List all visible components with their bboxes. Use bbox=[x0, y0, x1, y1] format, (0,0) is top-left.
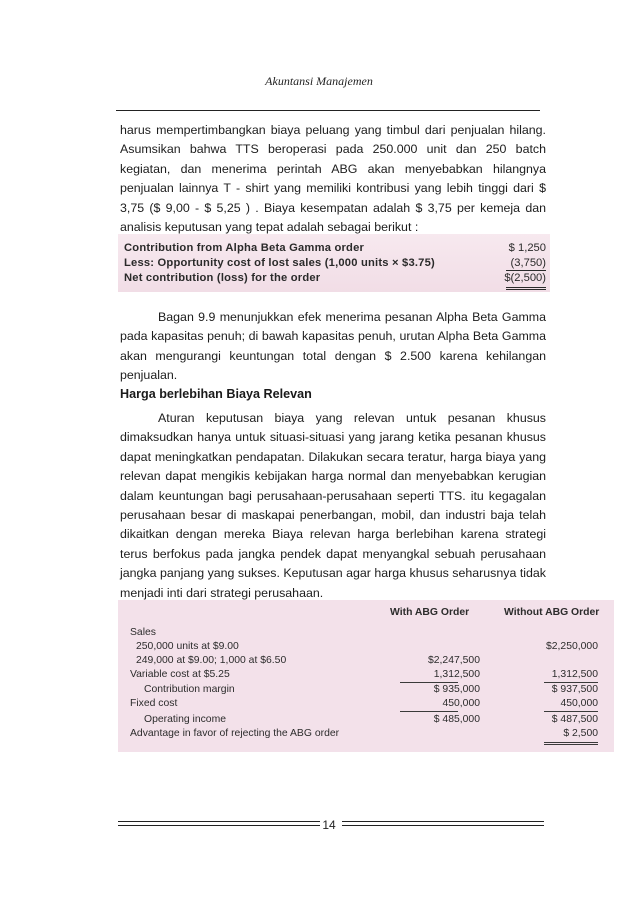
total-double-rule bbox=[544, 744, 598, 745]
total-double-rule bbox=[506, 289, 546, 290]
without-value: $ 487,500 bbox=[551, 714, 598, 725]
with-value: 450,000 bbox=[442, 698, 480, 709]
row-label: Contribution from Alpha Beta Gamma order bbox=[124, 242, 365, 254]
row-label: Advantage in favor of rejecting the ABG order bbox=[130, 728, 340, 739]
subtotal-rule bbox=[400, 682, 458, 683]
table-row bbox=[124, 242, 546, 257]
with-value: $ 935,000 bbox=[433, 684, 480, 695]
opportunity-cost-table bbox=[118, 234, 550, 292]
row-label: Operating income bbox=[144, 714, 227, 725]
body-paragraph-3: Aturan keputusan biaya yang relevan untuk pesanan khusus dimaksudkan hanya untuk situasi-situasi yang jarang ketika pesanan khusus dapat meningkatkan pendapatan. Dilakukan secara teratur, harga biaya yang relevan dapat mengikis kebijakan harga normal dan menyebabkan kerugian dalam keuntungan bagi perusahaan-perusahaan seperti TTS. itu kegagalan perusahaan besar di maskapai penerbangan, mobil, dan industri baja telah dikaitkan dengan mereka Biaya relevan harga berlebihan karena strategi terus berfokus pada jangka pendek dapat menyangkal sebuah perusahaan jangka panjang yang sukses. Keputusan agar harga khusus seharusnya tidak menjadi inti dari strategi perusahaan. bbox=[120, 411, 546, 600]
column-header-with: With ABG Order bbox=[390, 607, 470, 618]
row-label: 250,000 units at $9.00 bbox=[136, 641, 239, 652]
row-amount: (3,750) bbox=[510, 257, 546, 269]
with-value: $ 485,000 bbox=[433, 714, 480, 725]
footer-rule bbox=[342, 821, 544, 822]
row-label: Less: Opportunity cost of lost sales (1,000 units × $3.75) bbox=[124, 257, 435, 269]
footer-rule bbox=[342, 825, 544, 826]
running-header: Akuntansi Manajemen bbox=[265, 74, 373, 88]
row-amount: $(2,500) bbox=[504, 272, 546, 284]
total-double-rule bbox=[544, 742, 598, 743]
row-amount: $ 1,250 bbox=[508, 242, 546, 254]
subtotal-rule bbox=[544, 682, 598, 683]
table-row bbox=[124, 257, 546, 272]
subtotal-rule bbox=[544, 711, 598, 712]
subtotal-rule bbox=[506, 270, 546, 271]
body-paragraph-1: harus mempertimbangkan biaya peluang yang timbul dari penjualan hilang. Asumsikan bahwa TTS beroperasi pada 250.000 unit dan 250 batch kegiatan, dan menerima perintah ABG akan menyebabkan hilangnya penjualan lainnya T - shirt yang memiliki kontribusi yang lebih tinggi dari $ 3,75 ($ 9,00 - $ 5,25 ) . Biaya kesempatan adalah $ 3,75 per kemeja dan analisis keputusan yang tepat adalah sebagai berikut : bbox=[120, 123, 546, 235]
table-row bbox=[124, 272, 546, 287]
row-label: 249,000 at $9.00; 1,000 at $6.50 bbox=[136, 655, 287, 666]
with-value: $2,247,500 bbox=[427, 655, 480, 666]
row-label: Net contribution (loss) for the order bbox=[124, 272, 321, 284]
without-value: $ 2,500 bbox=[563, 728, 598, 739]
section-heading: Harga berlebihan Biaya Relevan bbox=[120, 387, 312, 401]
column-header-without: Without ABG Order bbox=[504, 607, 600, 618]
without-value: 1,312,500 bbox=[551, 669, 598, 680]
without-value: $ 937,500 bbox=[551, 684, 598, 695]
sales-label: Sales bbox=[130, 627, 156, 638]
page-number: 14 bbox=[322, 818, 336, 832]
without-value: 450,000 bbox=[560, 698, 598, 709]
subtotal-rule bbox=[400, 711, 458, 712]
row-label: Fixed cost bbox=[130, 698, 178, 709]
footer-rule bbox=[118, 825, 320, 826]
abg-order-comparison-table bbox=[118, 600, 614, 752]
without-value: $2,250,000 bbox=[545, 641, 598, 652]
row-label: Variable cost at $5.25 bbox=[130, 669, 230, 680]
total-double-rule bbox=[506, 287, 546, 288]
header-rule bbox=[116, 110, 540, 111]
body-paragraph-2: Bagan 9.9 menunjukkan efek menerima pesanan Alpha Beta Gamma pada kapasitas penuh; di bawah kapasitas penuh, urutan Alpha Beta Gamma akan mengurangi keuntungan total dengan $ 2.500 karena kehilangan penjualan. bbox=[120, 310, 546, 383]
row-label: Contribution margin bbox=[144, 684, 235, 695]
with-value: 1,312,500 bbox=[433, 669, 480, 680]
footer-rule bbox=[118, 821, 320, 822]
